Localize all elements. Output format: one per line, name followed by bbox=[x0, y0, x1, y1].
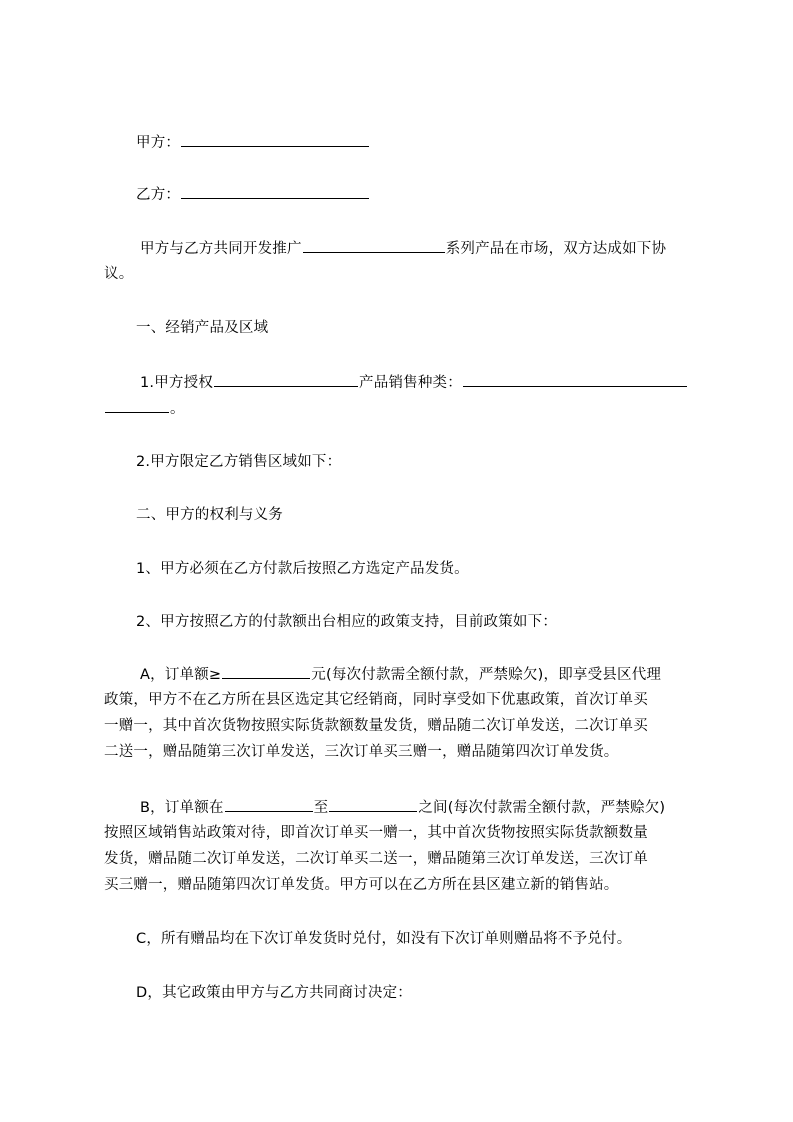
policy-c-line bbox=[136, 929, 631, 949]
policy-b-text-5: 发货，赠品随二次订单发送，二次订单买二送一，赠品随第三次订单发送，三次订单 bbox=[104, 851, 648, 867]
policy-b-line-3 bbox=[104, 849, 648, 869]
party-b-blank[interactable] bbox=[181, 184, 369, 199]
policy-d-text: D，其它政策由甲方与乙方共同商讨决定： bbox=[136, 985, 412, 1001]
section-1-item-1-line-1 bbox=[140, 372, 688, 393]
policy-b-text-6: 买三赠一，赠品随第四次订单发货。甲方可以在乙方所在县区建立新的销售站。 bbox=[104, 877, 619, 893]
section-2-item-2-text: 2、甲方按照乙方的付款额出台相应的政策支持，目前政策如下： bbox=[136, 614, 558, 630]
intro-line-1 bbox=[140, 238, 666, 259]
section-2-item-1 bbox=[136, 559, 469, 579]
item-1-text-2: 产品销售种类： bbox=[359, 375, 462, 391]
policy-a-line-2 bbox=[104, 690, 648, 710]
section-2-heading-text: 二、甲方的权利与义务 bbox=[136, 507, 283, 523]
policy-b-text-4: 按照区域销售站政策对待，即首次订单买一赠一，其中首次货物按照实际货款额数量 bbox=[104, 825, 648, 841]
product-category-blank[interactable] bbox=[463, 372, 687, 387]
product-category-blank-cont[interactable] bbox=[105, 398, 169, 413]
policy-b-text-2: 至 bbox=[313, 800, 329, 816]
policy-a-text-4: 一赠一，其中首次货物按照实际货款额数量发货，赠品随二次订单发送，二次订单买 bbox=[104, 718, 648, 734]
policy-b-text-3: 之间(每次付款需全额付款，严禁赊欠) bbox=[418, 800, 666, 816]
order-amount-b-min-blank[interactable] bbox=[225, 797, 313, 812]
intro-text-2: 系列产品在市场，双方达成如下协 bbox=[445, 241, 667, 257]
party-b-label: 乙方： bbox=[136, 187, 181, 203]
party-a-line bbox=[136, 132, 370, 153]
policy-a-line-3 bbox=[104, 716, 648, 736]
policy-a-line-1 bbox=[140, 664, 661, 685]
policy-d-line bbox=[136, 983, 412, 1003]
party-b-line bbox=[136, 184, 370, 205]
policy-b-line-2 bbox=[104, 823, 648, 843]
policy-b-line-1 bbox=[140, 797, 665, 818]
policy-c-text: C，所有赠品均在下次订单发货时兑付，如没有下次订单则赠品将不予兑付。 bbox=[136, 931, 632, 947]
policy-a-line-4 bbox=[104, 742, 619, 762]
intro-line-2 bbox=[104, 264, 133, 284]
section-2-heading bbox=[136, 505, 283, 525]
section-1-heading bbox=[136, 318, 268, 338]
policy-a-text-2: 元(每次付款需全额付款，严禁赊欠)，即享受县区代理 bbox=[311, 667, 662, 683]
intro-text-3: 议。 bbox=[104, 266, 134, 282]
policy-b-text-1: B，订单额在 bbox=[140, 800, 224, 816]
section-1-item-2 bbox=[136, 452, 341, 472]
policy-a-text-5: 二送一，赠品随第三次订单发送，三次订单买三赠一，赠品随第四次订单发货。 bbox=[104, 744, 619, 760]
party-a-label: 甲方： bbox=[136, 135, 181, 151]
party-a-blank[interactable] bbox=[181, 132, 369, 147]
order-amount-b-max-blank[interactable] bbox=[329, 797, 417, 812]
section-1-item-1-line-2 bbox=[104, 398, 185, 419]
order-amount-a-blank[interactable] bbox=[222, 664, 310, 679]
section-1-heading-text: 一、经销产品及区域 bbox=[136, 320, 269, 336]
item-1-text-3: 。 bbox=[170, 401, 185, 417]
authorized-product-blank[interactable] bbox=[214, 372, 358, 387]
section-2-item-1-text: 1、甲方必须在乙方付款后按照乙方选定产品发货。 bbox=[136, 561, 469, 577]
product-series-blank[interactable] bbox=[303, 238, 445, 253]
policy-b-line-4 bbox=[104, 875, 619, 895]
section-1-item-2-text: 2.甲方限定乙方销售区域如下： bbox=[136, 454, 342, 470]
section-2-item-2 bbox=[136, 612, 557, 632]
intro-text-1: 甲方与乙方共同开发推广 bbox=[140, 241, 302, 257]
item-1-text-1: 1.甲方授权 bbox=[140, 375, 214, 391]
policy-a-text-3: 政策，甲方不在乙方所在县区选定其它经销商，同时享受如下优惠政策，首次订单买 bbox=[104, 692, 648, 708]
policy-a-text-1: A，订单额≥ bbox=[140, 667, 222, 683]
